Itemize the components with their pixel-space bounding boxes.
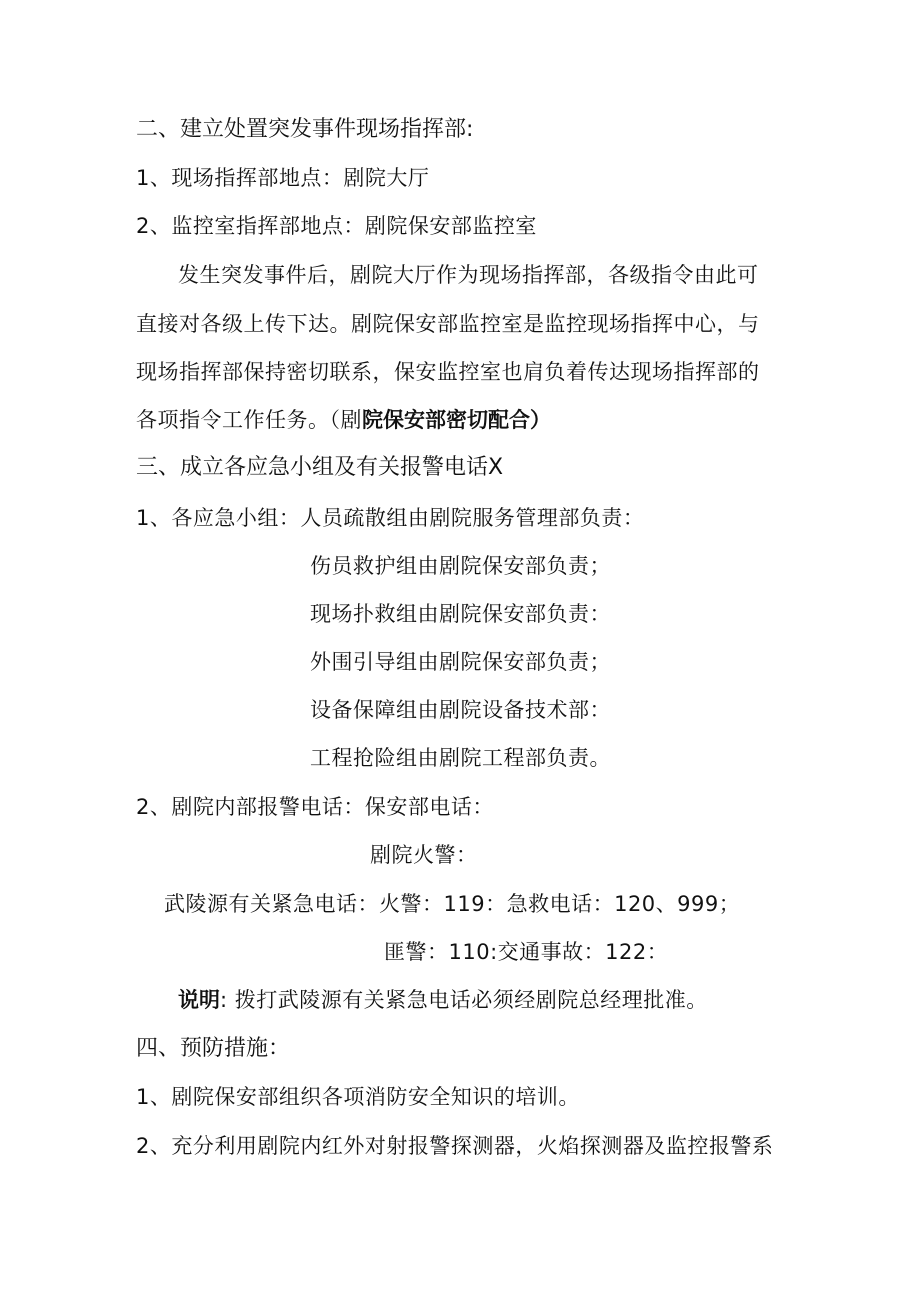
section-heading-2: 二、建立处置突发事件现场指挥部: xyxy=(136,117,474,142)
group-item: 工程抢险组由剧院工程部负责。 xyxy=(310,746,611,770)
paragraph-line: 发生突发事件后，剧院大厅作为现场指挥部，各级指令由此可 xyxy=(178,263,759,287)
group-item: 外围引导组由剧院保安部负责； xyxy=(310,650,611,674)
list-item: 2、充分利用剧院内红外对射报警探测器，火焰探测器及监控报警系 xyxy=(136,1134,774,1158)
paragraph-line: 直接对各级上传下达。剧院保安部监控室是监控现场指挥中心，与 xyxy=(136,312,760,336)
list-item: 1、剧院保安部组织各项消防安全知识的培训。 xyxy=(136,1085,580,1109)
section-heading-4: 四、预防措施： xyxy=(136,1036,291,1061)
paragraph-text-bold: 院保安部密切配合） xyxy=(362,408,551,432)
phone-line: 武陵源有关紧急电话：火警：119：急救电话：120、999； xyxy=(164,892,741,916)
list-item: 2、监控室指挥部地点：剧院保安部监控室 xyxy=(136,214,537,238)
phone-line: 匪警：110:交通事故：122： xyxy=(384,940,669,964)
group-item: 伤员救护组由剧院保安部负责； xyxy=(310,554,611,578)
paragraph-text: 各项指令工作任务。（剧 xyxy=(136,408,362,432)
group-item: 现场扑救组由剧院保安部负责： xyxy=(310,602,611,626)
section-heading-3: 三、成立各应急小组及有关报警电话X xyxy=(136,455,504,480)
note-line xyxy=(178,985,708,1015)
group-item: 设备保障组由剧院设备技术部： xyxy=(310,698,611,722)
paragraph-line: 现场指挥部保持密切联系，保安监控室也肩负着传达现场指挥部的 xyxy=(136,360,760,384)
paragraph-line xyxy=(136,405,551,435)
phone-line: 剧院火警： xyxy=(370,843,478,867)
note-text: : 拨打武陵源有关紧急电话必须经剧院总经理批准。 xyxy=(220,988,708,1012)
list-item: 2、剧院内部报警电话：保安部电话： xyxy=(136,795,494,819)
note-label: 说明 xyxy=(178,988,220,1012)
list-item: 1、现场指挥部地点：剧院大厅 xyxy=(136,166,430,190)
list-item: 1、各应急小组：人员疏散组由剧院服务管理部负责： xyxy=(136,506,645,530)
